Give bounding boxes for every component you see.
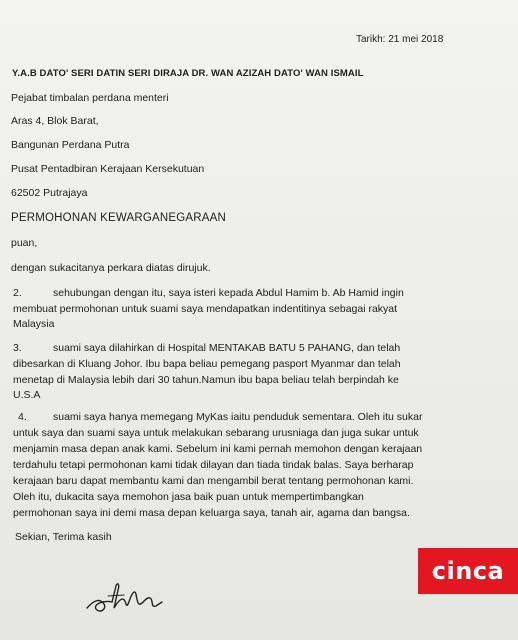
paragraph-number-2: 2. [13, 287, 22, 299]
paragraph-4-line-5: kerajaan baru dapat membantu kami dan mengambil berat tentang permohonan kami. [13, 475, 414, 487]
letter-date: Tarikh: 21 mei 2018 [356, 34, 444, 45]
address-line-4: Pusat Pentadbiran Kerajaan Kersekutuan [11, 163, 205, 175]
paragraph-3-line-4: U.S.A [13, 389, 41, 401]
addressee: Y.A.B DATO' SERI DATIN SERI DIRAJA DR. WAN AZIZAH DATO' WAN ISMAIL [12, 68, 364, 79]
paragraph-4-line-4: terdahulu tetapi permohonan kami tidak dilayan dan tiada tindak balas. Saya berharap [13, 459, 414, 471]
paragraph-4-line-6: Oleh itu, dukacita saya memohon jasa baik puan untuk mempertimbangkan [13, 491, 364, 503]
address-line-1: Pejabat timbalan perdana menteri [11, 92, 169, 104]
salutation: puan, [11, 237, 38, 249]
address-line-2: Aras 4, Blok Barat, [11, 115, 99, 127]
opening-line: dengan sukacitanya perkara diatas dirujuk. [11, 262, 211, 274]
cinca-logo-text: cinca [431, 557, 505, 585]
closing-line: Sekian, Terima kasih [15, 531, 112, 543]
paragraph-3-line-3: menetap di Malaysia lebih dari 30 tahun.Namun ibu bapa beliau telah berpindah ke [13, 374, 399, 386]
handwritten-signature [84, 574, 164, 618]
paragraph-number-3: 3. [13, 342, 22, 354]
paragraph-2-line-1: sehubungan dengan itu, saya isteri kepada Abdul Hamim b. Ab Hamid ingin [53, 287, 404, 299]
paragraph-2-line-2: membuat permohonan untuk suami saya mendapatkan indentitinya sebagai rakyat [13, 303, 398, 315]
subject-heading: PERMOHONAN KEWARGANEGARAAN [11, 212, 226, 224]
cinca-logo [418, 548, 518, 594]
paragraph-2-line-3: Malaysia [13, 318, 55, 330]
paragraph-4-line-1: suami saya hanya memegang MyKas iaitu penduduk sementara. Oleh itu sukar [53, 411, 423, 423]
paragraph-3-line-2: dibesarkan di Kluang Johor. Ibu bapa beliau pemegang pasport Myanmar dan telah [13, 358, 401, 370]
address-line-3: Bangunan Perdana Putra [11, 139, 130, 151]
paragraph-4-line-7: permohonan saya ini demi masa depan keluarga saya, tanah air, agama dan bangsa. [13, 507, 410, 519]
address-line-5: 62502 Putrajaya [11, 187, 88, 199]
paragraph-3-line-1: suami saya dilahirkan di Hospital MENTAKAB BATU 5 PAHANG, dan telah [53, 342, 401, 354]
paragraph-4-line-3: menjamin masa depan anak kami. Sebelum ini kami pernah memohon dengan kerajaan [13, 443, 423, 455]
paragraph-4-line-2: untuk saya dan suami saya untuk melakukan sebarang urusniaga dan juga sukar untuk [13, 427, 419, 439]
paragraph-number-4: 4. [18, 411, 27, 423]
